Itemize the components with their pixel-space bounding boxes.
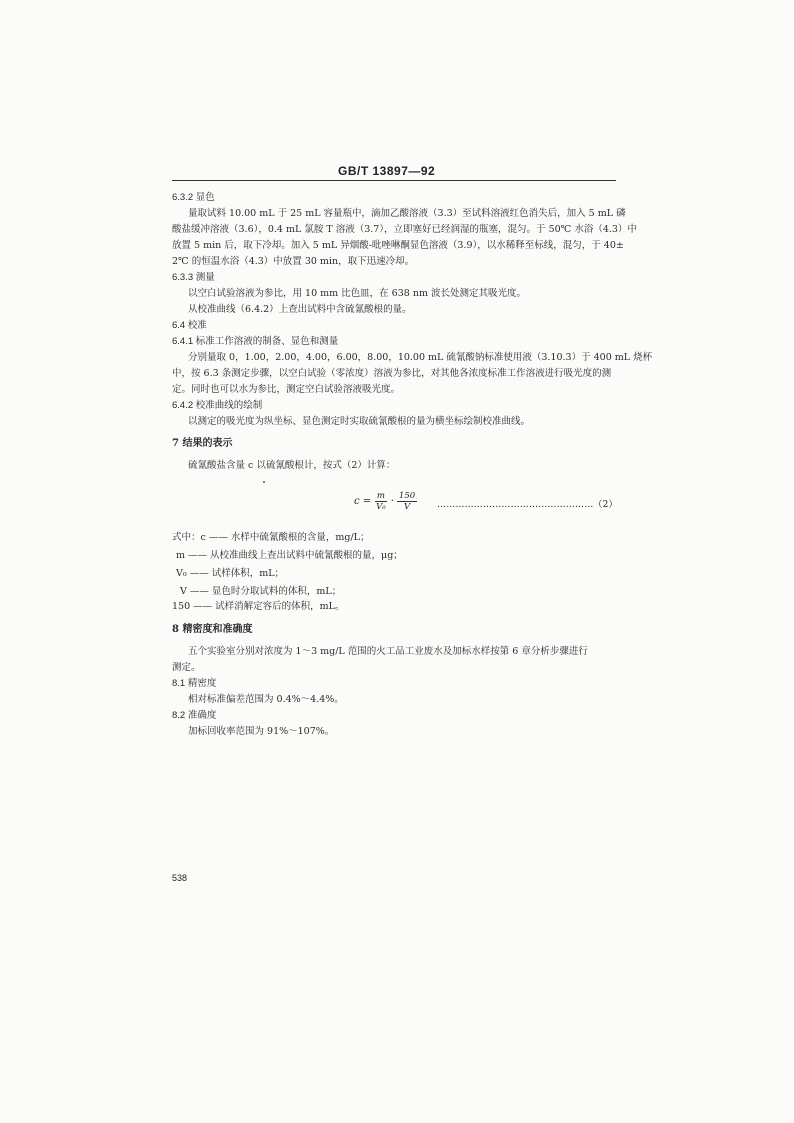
- header-rule: [172, 180, 616, 181]
- paragraph-line: 加标回收率范围为 91%～107%。: [188, 726, 335, 737]
- variable-definition: V₀ —— 试样体积，mL；: [176, 568, 285, 579]
- heading-8-2: 8.2 准确度: [172, 710, 217, 721]
- paragraph-line: 从校准曲线（6.4.2）上查出试料中含硫氰酸根的量。: [188, 304, 412, 315]
- page-number: 538: [172, 873, 188, 883]
- paragraph-line: 2℃ 的恒温水浴（4.3）中放置 30 min，取下迅速冷却。: [172, 256, 415, 267]
- fraction-numerator: m: [376, 491, 385, 501]
- paragraph-line: 中，按 6.3 条测定步骤，以空白试验（零浓度）溶液为参比，对其他各浓度标准工作溶液进行吸光度的测: [172, 368, 612, 379]
- paragraph-line: 量取试料 10.00 mL 于 25 mL 容量瓶中，滴加乙酸溶液（3.3）至试料溶液红色消失后，加入 5 mL 磷: [188, 208, 626, 219]
- variable-definition: V —— 显色时分取试料的体积，mL；: [180, 586, 342, 597]
- where-clause: 式中：c —— 水样中硫氰酸根的含量，mg/L；: [172, 532, 370, 543]
- equation-number: ……………………………………………（2）: [437, 500, 618, 510]
- fraction-m-over-v0: [374, 491, 388, 512]
- standard-header: GB/T 13897—92: [338, 164, 436, 178]
- heading-8-1: 8.1 精密度: [172, 678, 217, 689]
- scan-speck: [263, 481, 265, 483]
- heading-6-4-2: 6.4.2 校准曲线的绘制: [172, 400, 263, 411]
- paragraph-line: 硫氰酸盐含量 c 以硫氰酸根计，按式（2）计算：: [188, 460, 396, 471]
- heading-7: 7 结果的表示: [172, 438, 233, 449]
- paragraph-line: 五个实验室分别对浓度为 1～3 mg/L 范围的火工品工业废水及加标水样按第 6 章分析步骤进行: [188, 646, 588, 657]
- fraction-denominator: V₀: [376, 502, 386, 512]
- fraction-150-over-v: [397, 491, 417, 512]
- heading-6-3-2: 6.3.2 显色: [172, 192, 215, 203]
- equation-lhs: c =: [354, 496, 372, 507]
- equation-2: [354, 491, 420, 512]
- paragraph-line: 以测定的吸光度为纵坐标、显色测定时实取硫氰酸根的量为横坐标绘制校准曲线。: [188, 416, 531, 427]
- variable-definition: m —— 从校准曲线上查出试料中硫氰酸根的量，μg；: [176, 550, 403, 561]
- paragraph-line: 以空白试验溶液为参比，用 10 mm 比色皿，在 638 nm 波长处测定其吸光度。: [188, 288, 526, 299]
- paragraph-line: 分别量取 0，1.00，2.00，4.00，6.00，8.00，10.00 mL 硫氰酸钠标准使用液（3.10.3）于 400 mL 烧杯: [188, 352, 653, 363]
- heading-8: 8 精密度和准确度: [172, 624, 253, 635]
- variable-definition: 150 —— 试样消解定容后的体积，mL。: [172, 601, 345, 612]
- heading-6-4-1: 6.4.1 标准工作溶液的制备、显色和测量: [172, 336, 339, 347]
- heading-6-4: 6.4 校准: [172, 320, 207, 331]
- paragraph-line: 相对标准偏差范围为 0.4%～4.4%。: [188, 694, 344, 705]
- paragraph-line: 测定。: [172, 662, 201, 673]
- paragraph-line: 放置 5 min 后，取下冷却。加入 5 mL 异烟酸-吡唑啉酮显色溶液（3.9），以水稀释至标线，混匀，于 40±: [172, 240, 624, 251]
- multiply-dot: ·: [390, 496, 394, 507]
- fraction-numerator: 150: [398, 491, 416, 501]
- heading-6-3-3: 6.3.3 测量: [172, 272, 215, 283]
- fraction-denominator: V: [403, 502, 411, 512]
- paragraph-line: 酸盐缓冲溶液（3.6），0.4 mL 氯胺 T 溶液（3.7），立即塞好已经润湿的瓶塞，混匀。于 50℃ 水浴（4.3）中: [172, 224, 637, 235]
- paragraph-line: 定。同时也可以水为参比，测定空白试验溶液吸光度。: [172, 384, 401, 395]
